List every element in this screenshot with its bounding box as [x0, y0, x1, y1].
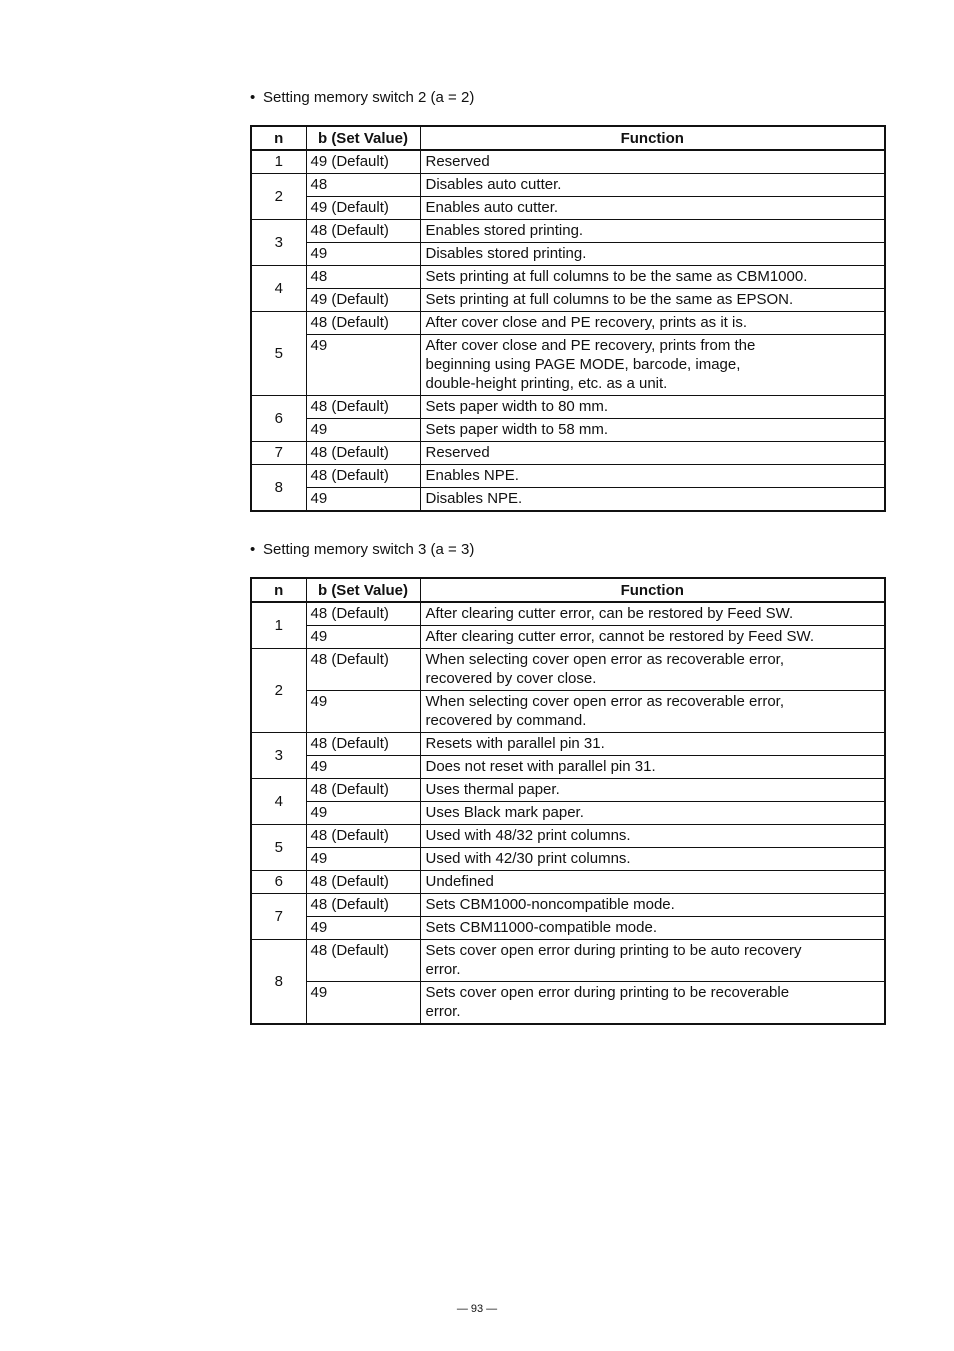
function-cell: Sets paper width to 80 mm.	[420, 396, 885, 419]
function-cell: Sets CBM11000-compatible mode.	[420, 917, 885, 940]
table-row	[251, 691, 885, 733]
table-row	[251, 442, 885, 465]
switch-number-cell: 4	[251, 779, 306, 825]
table-row	[251, 756, 885, 779]
function-cell: After cover close and PE recovery, prints from the beginning using PAGE MODE, barcode, image, double-height printing, etc. as a unit.	[420, 335, 885, 396]
set-value-cell: 48 (Default)	[306, 940, 420, 982]
section-heading-text: Setting memory switch 3 (a = 3)	[263, 541, 475, 558]
switch-number-cell: 4	[251, 266, 306, 312]
set-value-cell: 48 (Default)	[306, 871, 420, 894]
set-value-cell: 48 (Default)	[306, 733, 420, 756]
function-cell: Sets cover open error during printing to be auto recovery error.	[420, 940, 885, 982]
set-value-cell: 49 (Default)	[306, 150, 420, 174]
function-cell: Reserved	[420, 150, 885, 174]
set-value-cell: 49	[306, 802, 420, 825]
column-header-set-value: b (Set Value)	[306, 578, 420, 602]
function-cell: Disables stored printing.	[420, 243, 885, 266]
table-row	[251, 335, 885, 396]
table-row	[251, 602, 885, 626]
function-cell: After clearing cutter error, can be restored by Feed SW.	[420, 602, 885, 626]
table-row	[251, 465, 885, 488]
set-value-cell: 48 (Default)	[306, 220, 420, 243]
table-row	[251, 649, 885, 691]
switch-number-cell: 6	[251, 871, 306, 894]
table-row	[251, 289, 885, 312]
column-header-n: n	[251, 578, 306, 602]
function-cell: Uses thermal paper.	[420, 779, 885, 802]
function-cell: Sets printing at full columns to be the same as CBM1000.	[420, 266, 885, 289]
set-value-cell: 49	[306, 243, 420, 266]
table-row	[251, 197, 885, 220]
switch-number-cell: 2	[251, 174, 306, 220]
set-value-cell: 48	[306, 266, 420, 289]
set-value-cell: 49 (Default)	[306, 197, 420, 220]
set-value-cell: 48 (Default)	[306, 779, 420, 802]
switch-number-cell: 8	[251, 940, 306, 1025]
table-row	[251, 150, 885, 174]
set-value-cell: 48 (Default)	[306, 396, 420, 419]
function-cell: Undefined	[420, 871, 885, 894]
table-row	[251, 802, 885, 825]
section-heading-memory-switch-2	[250, 89, 474, 107]
table-row	[251, 894, 885, 917]
table-row	[251, 312, 885, 335]
function-cell: After clearing cutter error, cannot be restored by Feed SW.	[420, 626, 885, 649]
column-header-set-value: b (Set Value)	[306, 126, 420, 150]
function-cell: After cover close and PE recovery, prints as it is.	[420, 312, 885, 335]
set-value-cell: 49 (Default)	[306, 289, 420, 312]
table-row	[251, 419, 885, 442]
table-row	[251, 220, 885, 243]
table-row	[251, 243, 885, 266]
bullet-mark: •	[250, 89, 256, 106]
function-cell: Enables NPE.	[420, 465, 885, 488]
function-cell: Does not reset with parallel pin 31.	[420, 756, 885, 779]
set-value-cell: 49	[306, 982, 420, 1025]
set-value-cell: 48 (Default)	[306, 894, 420, 917]
table-row	[251, 825, 885, 848]
switch-number-cell: 3	[251, 733, 306, 779]
set-value-cell: 48 (Default)	[306, 602, 420, 626]
set-value-cell: 49	[306, 691, 420, 733]
set-value-cell: 49	[306, 488, 420, 512]
switch-number-cell: 8	[251, 465, 306, 512]
switch-number-cell: 5	[251, 312, 306, 396]
bullet-mark: •	[250, 541, 256, 558]
table-header-row	[251, 126, 885, 150]
function-cell: Used with 42/30 print columns.	[420, 848, 885, 871]
column-header-n: n	[251, 126, 306, 150]
memory-switch-3-table	[250, 577, 886, 1025]
memory-switch-2-table	[250, 125, 886, 512]
table-row	[251, 917, 885, 940]
function-cell: Resets with parallel pin 31.	[420, 733, 885, 756]
function-cell: Sets printing at full columns to be the same as EPSON.	[420, 289, 885, 312]
set-value-cell: 48 (Default)	[306, 465, 420, 488]
function-cell: Sets paper width to 58 mm.	[420, 419, 885, 442]
table-row	[251, 733, 885, 756]
table-row	[251, 174, 885, 197]
table-row	[251, 626, 885, 649]
function-cell: Enables stored printing.	[420, 220, 885, 243]
table-header-row	[251, 578, 885, 602]
function-cell: Used with 48/32 print columns.	[420, 825, 885, 848]
set-value-cell: 48 (Default)	[306, 312, 420, 335]
switch-number-cell: 7	[251, 442, 306, 465]
function-cell: Sets cover open error during printing to be recoverable error.	[420, 982, 885, 1025]
set-value-cell: 49	[306, 756, 420, 779]
table-row	[251, 940, 885, 982]
switch-number-cell: 1	[251, 602, 306, 649]
table-row	[251, 982, 885, 1025]
function-cell: Sets CBM1000-noncompatible mode.	[420, 894, 885, 917]
function-cell: Reserved	[420, 442, 885, 465]
table-row	[251, 848, 885, 871]
switch-number-cell: 5	[251, 825, 306, 871]
switch-number-cell: 2	[251, 649, 306, 733]
page-number: — 93 —	[456, 1303, 498, 1315]
function-cell: When selecting cover open error as recoverable error, recovered by command.	[420, 691, 885, 733]
switch-number-cell: 3	[251, 220, 306, 266]
table-row	[251, 396, 885, 419]
set-value-cell: 49	[306, 335, 420, 396]
function-cell: Uses Black mark paper.	[420, 802, 885, 825]
function-cell: Enables auto cutter.	[420, 197, 885, 220]
function-cell: Disables NPE.	[420, 488, 885, 512]
set-value-cell: 49	[306, 626, 420, 649]
set-value-cell: 49	[306, 848, 420, 871]
function-cell: When selecting cover open error as recoverable error, recovered by cover close.	[420, 649, 885, 691]
switch-number-cell: 6	[251, 396, 306, 442]
set-value-cell: 49	[306, 419, 420, 442]
set-value-cell: 48	[306, 174, 420, 197]
set-value-cell: 48 (Default)	[306, 442, 420, 465]
set-value-cell: 49	[306, 917, 420, 940]
function-cell: Disables auto cutter.	[420, 174, 885, 197]
table-row	[251, 266, 885, 289]
table-row	[251, 871, 885, 894]
table-row	[251, 779, 885, 802]
section-heading-text: Setting memory switch 2 (a = 2)	[263, 89, 475, 106]
table-row	[251, 488, 885, 512]
switch-number-cell: 7	[251, 894, 306, 940]
set-value-cell: 48 (Default)	[306, 649, 420, 691]
set-value-cell: 48 (Default)	[306, 825, 420, 848]
column-header-function: Function	[420, 578, 885, 602]
section-heading-memory-switch-3	[250, 541, 474, 559]
column-header-function: Function	[420, 126, 885, 150]
switch-number-cell: 1	[251, 150, 306, 174]
